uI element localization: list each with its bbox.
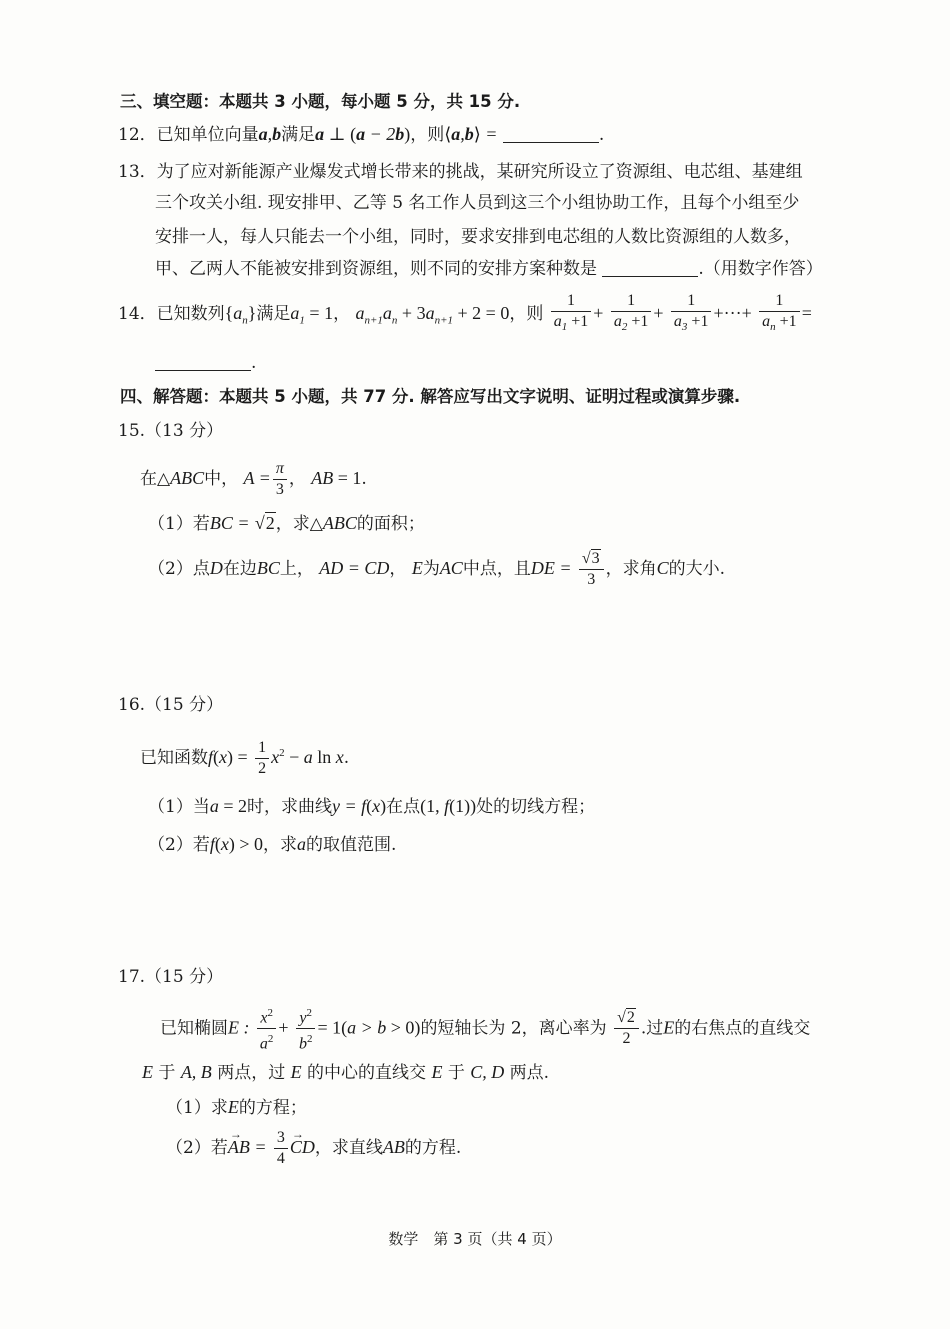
question-number: 12． [118, 125, 157, 145]
answer-blank [503, 126, 599, 143]
question-15-stem: 在△ABC中， A = $\frac{\pi}{3}$ ， AB = 1. [140, 460, 367, 498]
question-number: 14． [118, 304, 157, 324]
question-13-line-4: 甲、乙两人不能被安排到资源组，则不同的安排方案种数是 .（用数字作答） [155, 259, 823, 279]
question-17-stem: 已知椭圆E : $\frac{x^2}{a^2}$ + $\frac{y^2}{b^2}$ = 1(a > b > 0)的短轴长为 2，离心率为 $\frac{√2}{2}$ .过E的右焦点的直线交 [160, 1003, 810, 1055]
question-16-part-2: （2）若f(x) > 0，求a的取值范围. [148, 834, 397, 855]
question-17-number: 17.（15 分） [118, 967, 224, 987]
question-16-part-1: （1）当a = 2时，求曲线y = f(x)在点(1, f(1))处的切线方程； [148, 796, 596, 817]
answer-blank [155, 354, 251, 371]
question-13-line-2: 三个攻关小组. 现安排甲、乙等 5 名工作人员到这三个小组协助工作，且每个小组至少 [155, 193, 800, 213]
question-17-line-2: E 于 A, B 两点，过 E 的中心的直线交 E 于 C, D 两点. [142, 1062, 550, 1083]
question-16-number: 16.（15 分） [118, 695, 224, 715]
question-13-line-3: 安排一人，每人只能去一个小组，同时，要求安排到电芯组的人数比资源组的人数多， [155, 227, 801, 247]
question-17-part-1: （1）求E的方程； [166, 1097, 307, 1118]
answer-blank [602, 260, 698, 277]
question-15-part-2: （2）点D在边BC上， AD = CD， E为AC中点，且DE = $\frac{√3}{3}$ ，求角C的大小. [148, 550, 726, 588]
page-footer: 数学 第 3 页（共 4 页） [388, 1230, 562, 1248]
question-number: 13． [118, 162, 157, 182]
section-4-heading: 四、解答题：本题共 5 小题，共 77 分. 解答应写出文字说明、证明过程或演算步骤. [120, 387, 741, 406]
section-3-heading: 三、填空题：本题共 3 小题，每小题 5 分，共 15 分. [120, 92, 521, 111]
question-17-part-2: （2）若→ AB = $\frac{3}{4}$ → CD，求直线AB的方程. [166, 1124, 461, 1171]
question-15-part-1: （1）若BC = √2，求△ABC的面积； [148, 513, 425, 534]
question-14-blank-line: . [155, 352, 256, 374]
question-15-number: 15.（13 分） [118, 421, 224, 441]
question-13-line-1: 13．为了应对新能源产业爆发式增长带来的挑战，某研究所设立了资源组、电芯组、基建组 [118, 162, 803, 182]
question-16-stem: 已知函数f(x) = $\frac{1}{2}$ $x^2 - a$ ln x. [140, 739, 350, 777]
question-12: 12．已知单位向量a,b满足a ⊥ (a − 2b)，则⟨a,b⟩ = . [118, 124, 605, 145]
question-14: 14．已知数列$\{a_n\}$满足$a_1 = 1$， $a_{n+1}a_n + 3a_{n+1} + 2 = 0$，则 $\frac{1}{a_1 +1}$ + $\frac{1}{a_2 +1}$ + $\frac{1}{a_3 +1}$ +···+ $\frac{1}{a_n +1}$ = [118, 292, 812, 334]
